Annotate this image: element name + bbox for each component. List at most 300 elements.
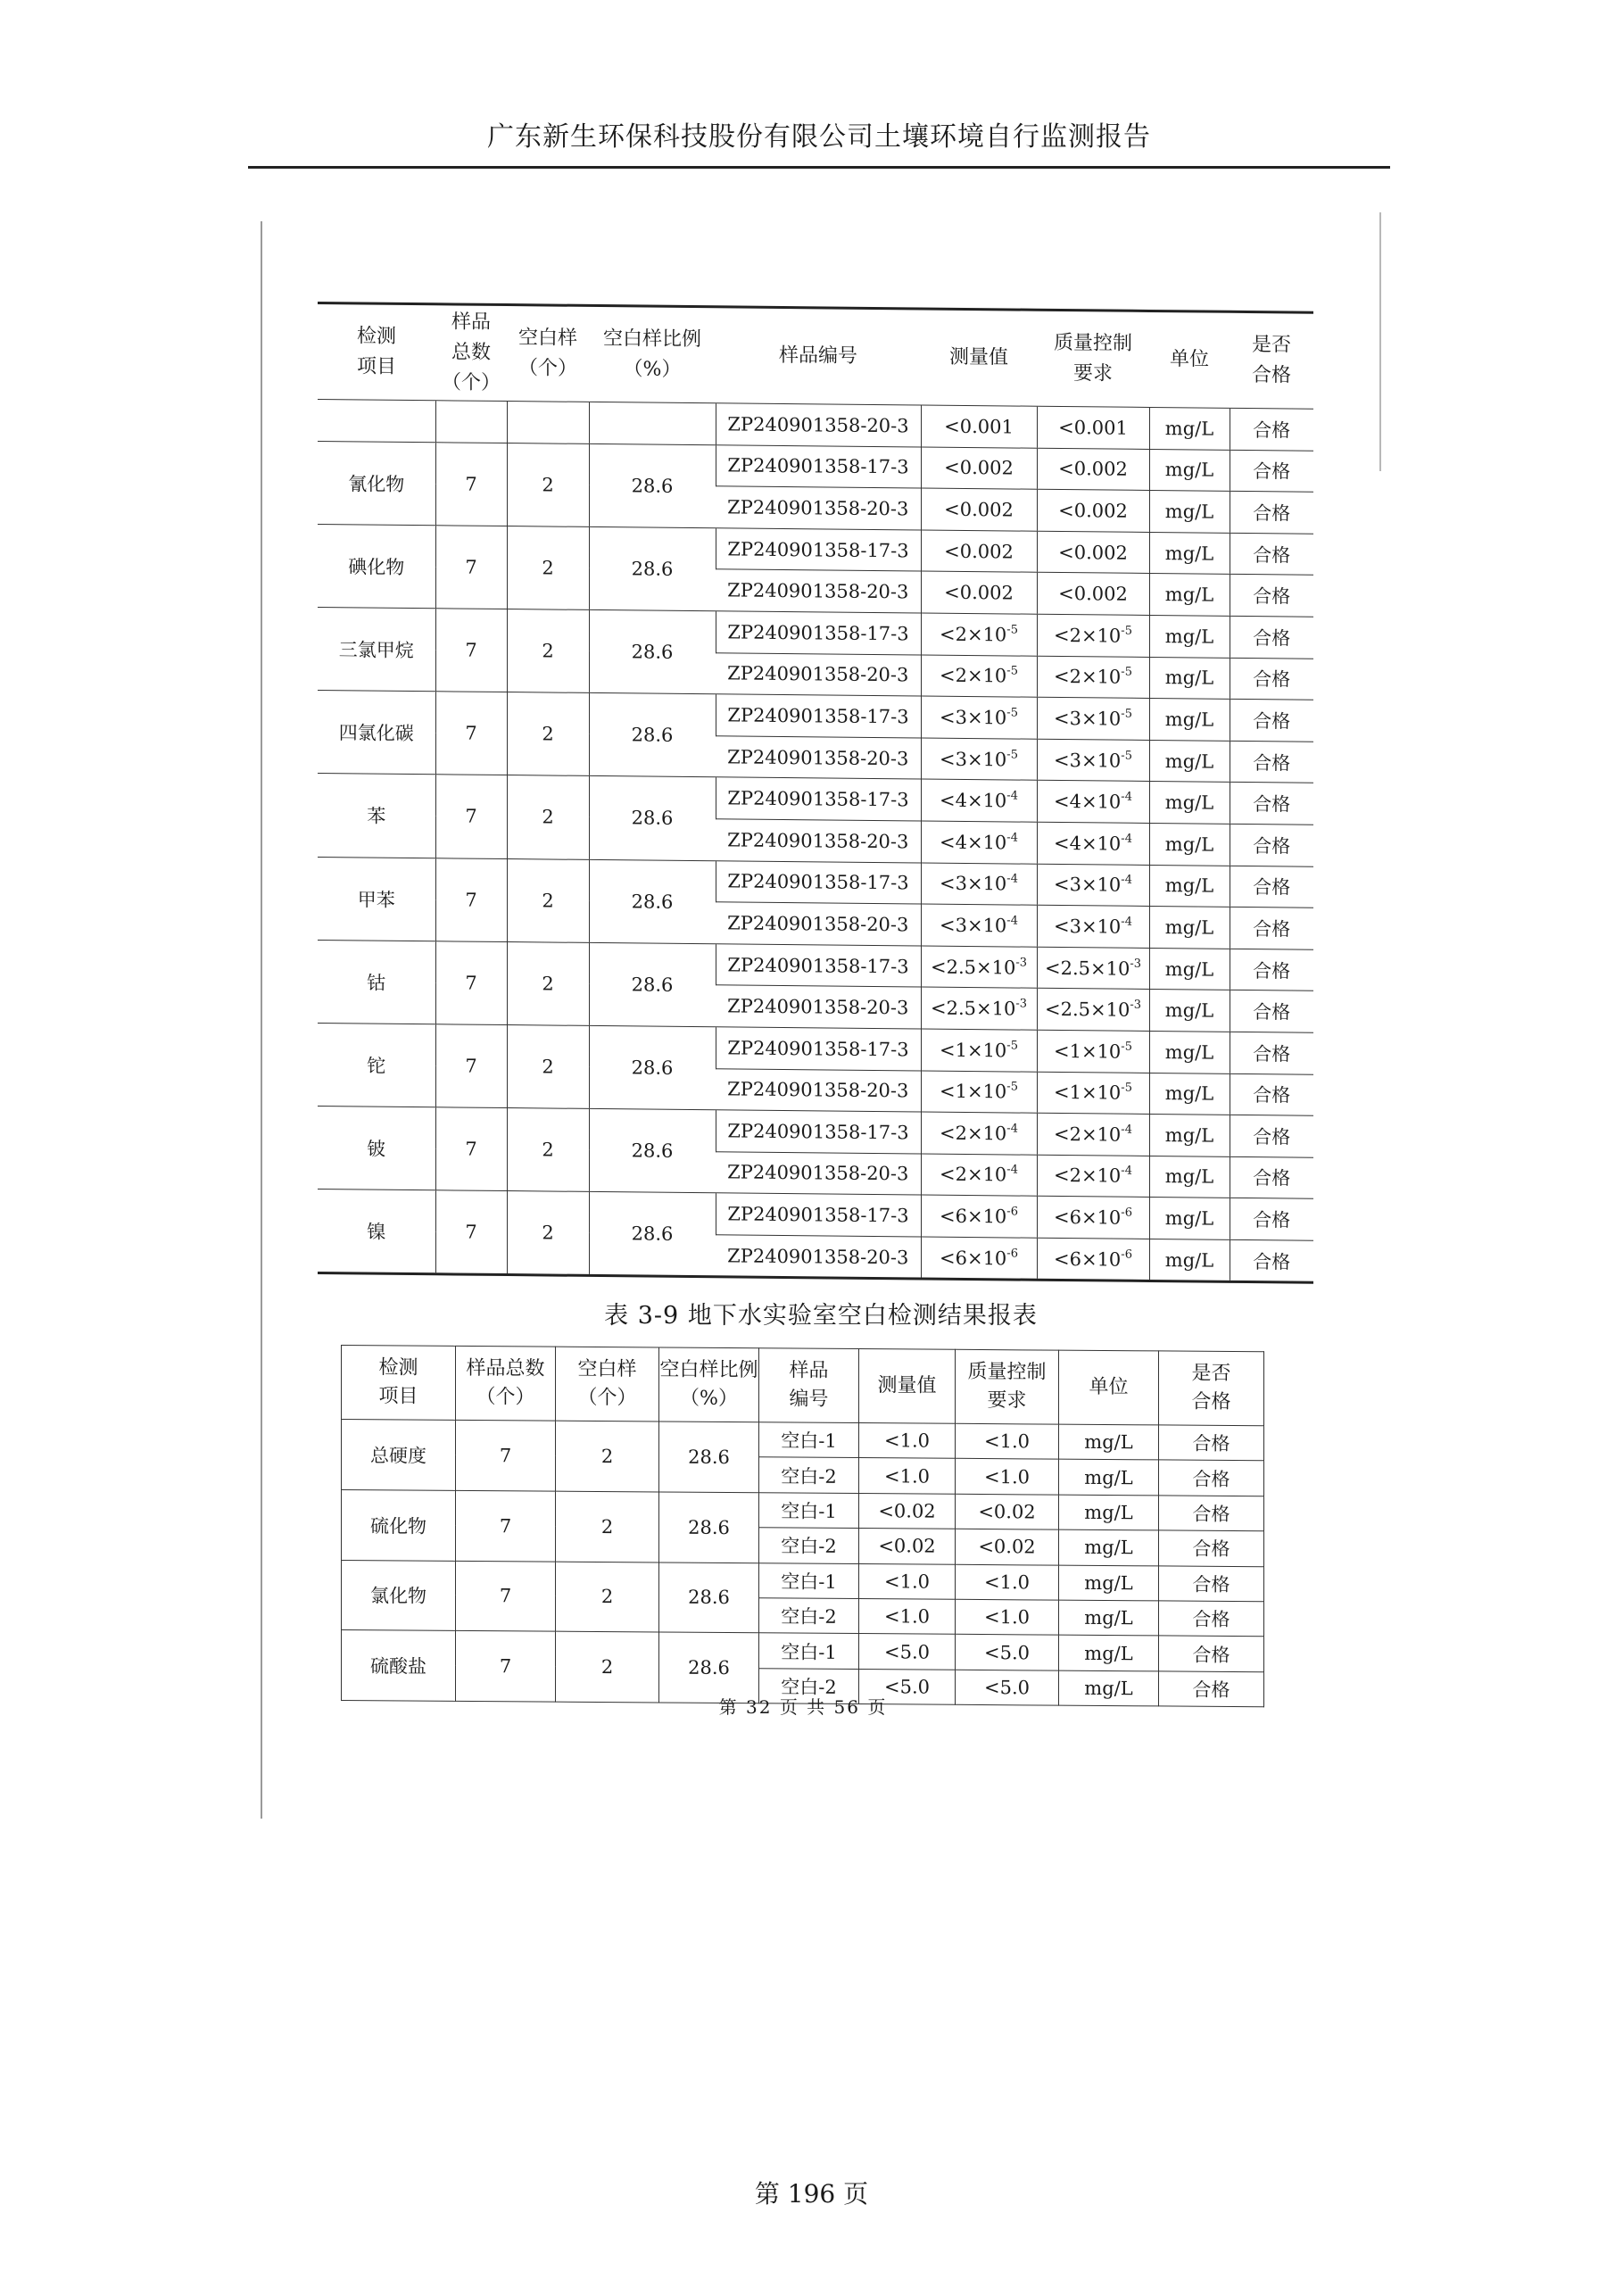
sample-id-cell: ZP240901358-20-3 bbox=[716, 985, 921, 1029]
measured-value-cell-text: <6×10 bbox=[940, 1205, 1007, 1228]
pass-cell: 合格 bbox=[1159, 1636, 1264, 1671]
sample-id-cell: ZP240901358-20-3 bbox=[716, 819, 921, 863]
requirement-cell-exponent: -4 bbox=[1121, 790, 1132, 804]
total-cell: 7 bbox=[435, 526, 507, 609]
measured-value-cell-exponent: -3 bbox=[1015, 956, 1027, 970]
measured-value-cell-text: <1.0 bbox=[884, 1430, 930, 1452]
requirement-cell-text: <3×10 bbox=[1054, 915, 1122, 938]
measured-value-cell bbox=[859, 1563, 956, 1599]
requirement-cell-text: <2.5×10 bbox=[1045, 998, 1130, 1021]
ratio-cell: 28.6 bbox=[659, 1422, 759, 1493]
requirement-cell-text: <4×10 bbox=[1054, 791, 1122, 813]
groundwater-lab-blank-table bbox=[341, 1345, 1264, 1707]
unit-cell: mg/L bbox=[1059, 1635, 1159, 1670]
item-cell: 铍 bbox=[318, 1107, 435, 1190]
requirement-cell bbox=[1037, 614, 1149, 657]
blank-cell: 2 bbox=[507, 858, 589, 942]
requirement-cell-text: <5.0 bbox=[984, 1641, 1030, 1663]
requirement-cell-exponent: -4 bbox=[1121, 1165, 1132, 1179]
blank-cell: 2 bbox=[507, 609, 589, 693]
requirement-cell bbox=[956, 1494, 1059, 1529]
ratio-cell: 28.6 bbox=[589, 1109, 716, 1194]
requirement-cell bbox=[1037, 1030, 1149, 1073]
unit-cell: mg/L bbox=[1149, 699, 1230, 741]
requirement-cell bbox=[1037, 1238, 1149, 1281]
ratio-cell: 28.6 bbox=[659, 1562, 759, 1634]
sample-id-cell: 空白-1 bbox=[759, 1493, 859, 1529]
requirement-cell bbox=[1037, 697, 1149, 740]
item-cell: 三氯甲烷 bbox=[318, 607, 435, 691]
measured-value-cell-text: <3×10 bbox=[940, 914, 1007, 937]
requirement-cell-exponent: -6 bbox=[1121, 1247, 1132, 1262]
requirement-cell bbox=[1037, 864, 1149, 907]
requirement-cell-text: <2×10 bbox=[1054, 1123, 1122, 1146]
requirement-cell bbox=[1037, 822, 1149, 865]
table-row bbox=[342, 1489, 1264, 1531]
empty-cell bbox=[589, 402, 716, 444]
pass-cell: 合格 bbox=[1230, 866, 1313, 908]
ratio-cell: 28.6 bbox=[589, 443, 716, 528]
requirement-cell bbox=[1037, 573, 1149, 616]
requirement-cell-exponent: -3 bbox=[1130, 957, 1141, 971]
empty-cell bbox=[435, 401, 507, 443]
measured-value-cell-text: <1×10 bbox=[940, 1080, 1007, 1103]
requirement-cell-text: <5.0 bbox=[984, 1676, 1030, 1699]
measured-value-cell bbox=[921, 821, 1037, 864]
measured-value-cell-text: <1.0 bbox=[884, 1605, 930, 1628]
requirement-cell-text: <6×10 bbox=[1054, 1247, 1122, 1271]
sample-id-cell: ZP240901358-20-3 bbox=[716, 1235, 921, 1280]
measured-value-cell bbox=[921, 488, 1037, 531]
unit-cell: mg/L bbox=[1149, 907, 1230, 949]
unit-cell: mg/L bbox=[1059, 1529, 1159, 1565]
sample-id-cell: ZP240901358-20-3 bbox=[716, 902, 921, 946]
total-cell: 7 bbox=[435, 1190, 507, 1275]
unit-cell: mg/L bbox=[1149, 1031, 1230, 1073]
sample-id-cell: ZP240901358-17-3 bbox=[716, 1027, 921, 1071]
measured-value-cell bbox=[859, 1423, 956, 1459]
measured-value-cell-exponent: -4 bbox=[1006, 872, 1018, 886]
measured-value-cell bbox=[921, 863, 1037, 906]
header-cell: 单位 bbox=[1149, 311, 1230, 408]
total-cell: 7 bbox=[435, 442, 507, 526]
requirement-cell bbox=[1037, 656, 1149, 699]
table-row bbox=[318, 441, 1313, 492]
requirement-cell-text: <0.002 bbox=[1058, 583, 1128, 605]
total-cell: 7 bbox=[435, 692, 507, 775]
unit-cell: mg/L bbox=[1149, 948, 1230, 990]
pass-cell: 合格 bbox=[1159, 1601, 1264, 1637]
unit-cell: mg/L bbox=[1149, 865, 1230, 907]
measured-value-cell bbox=[921, 696, 1037, 739]
unit-cell: mg/L bbox=[1149, 1156, 1230, 1198]
table-row bbox=[318, 1189, 1313, 1240]
measured-value-cell-exponent: -6 bbox=[1006, 1205, 1018, 1219]
item-cell: 甲苯 bbox=[318, 857, 435, 941]
unit-cell: mg/L bbox=[1149, 491, 1230, 533]
page-number: 第 196 页 bbox=[754, 2179, 869, 2209]
pass-cell: 合格 bbox=[1230, 408, 1313, 450]
measured-value-cell bbox=[859, 1599, 956, 1635]
table-row bbox=[342, 1420, 1264, 1462]
item-cell: 碘化物 bbox=[318, 524, 435, 608]
pass-cell: 合格 bbox=[1230, 1198, 1313, 1240]
sample-id-cell: ZP240901358-17-3 bbox=[716, 694, 921, 738]
measured-value-cell-text: <0.02 bbox=[878, 1535, 936, 1558]
pass-cell: 合格 bbox=[1230, 699, 1313, 741]
measured-value-cell bbox=[921, 987, 1037, 1030]
table-row bbox=[342, 1630, 1264, 1672]
sample-id-cell: 空白-2 bbox=[759, 1598, 859, 1634]
measured-value-cell bbox=[921, 655, 1037, 698]
ratio-cell: 28.6 bbox=[589, 1192, 716, 1278]
measured-value-cell bbox=[921, 1237, 1037, 1281]
requirement-cell bbox=[1037, 739, 1149, 782]
measured-value-cell-text: <4×10 bbox=[940, 789, 1007, 812]
measured-value-cell-text: <2.5×10 bbox=[931, 997, 1016, 1020]
requirement-cell-exponent: -4 bbox=[1121, 832, 1132, 846]
requirement-cell-exponent: -4 bbox=[1121, 1123, 1132, 1137]
sample-id-cell: ZP240901358-20-3 bbox=[716, 736, 921, 780]
header-cell: 单位 bbox=[1059, 1350, 1159, 1425]
blank-cell: 2 bbox=[507, 775, 589, 859]
measured-value-cell-text: <1.0 bbox=[884, 1571, 930, 1593]
requirement-cell-text: <2×10 bbox=[1054, 624, 1122, 647]
measured-value-cell-text: <3×10 bbox=[940, 748, 1007, 770]
header-cell: 样品 编号 bbox=[759, 1348, 859, 1423]
blank-cell: 2 bbox=[507, 1108, 589, 1192]
measured-value-cell bbox=[921, 447, 1037, 490]
blank-cell: 2 bbox=[556, 1421, 659, 1492]
requirement-cell-text: <4×10 bbox=[1054, 832, 1122, 855]
requirement-cell-exponent: -4 bbox=[1121, 915, 1132, 929]
total-cell: 7 bbox=[456, 1561, 556, 1632]
sample-id-cell: 空白-2 bbox=[759, 1669, 859, 1704]
requirement-cell bbox=[1037, 448, 1149, 491]
requirement-cell-exponent: -5 bbox=[1121, 1081, 1132, 1096]
pass-cell: 合格 bbox=[1230, 491, 1313, 533]
item-cell: 铊 bbox=[318, 1023, 435, 1107]
requirement-cell bbox=[1037, 531, 1149, 574]
table-row bbox=[318, 940, 1313, 991]
blank-cell: 2 bbox=[507, 1191, 589, 1276]
sample-id-cell: ZP240901358-17-3 bbox=[716, 611, 921, 655]
ratio-cell: 28.6 bbox=[589, 776, 716, 861]
measured-value-cell-exponent: -5 bbox=[1006, 747, 1018, 762]
measured-value-cell bbox=[859, 1634, 956, 1670]
measured-value-cell-exponent: -3 bbox=[1015, 997, 1027, 1011]
requirement-cell bbox=[1037, 781, 1149, 824]
requirement-cell-exponent: -5 bbox=[1121, 624, 1132, 638]
requirement-cell-text: <0.002 bbox=[1058, 541, 1128, 564]
measured-value-cell bbox=[859, 1458, 956, 1494]
requirement-cell bbox=[956, 1564, 1059, 1600]
requirement-cell bbox=[956, 1635, 1059, 1670]
requirement-cell-exponent: -5 bbox=[1121, 1040, 1132, 1054]
requirement-cell-text: <3×10 bbox=[1054, 707, 1122, 730]
header-cell: 空白样比例 （%） bbox=[589, 305, 716, 402]
pass-cell: 合格 bbox=[1230, 1073, 1313, 1115]
sample-id-cell: ZP240901358-20-3 bbox=[716, 652, 921, 696]
unit-cell: mg/L bbox=[1149, 407, 1230, 449]
measured-value-cell-exponent: -5 bbox=[1006, 706, 1018, 720]
requirement-cell bbox=[1037, 1155, 1149, 1198]
pass-cell: 合格 bbox=[1230, 1115, 1313, 1156]
pass-cell: 合格 bbox=[1230, 533, 1313, 575]
unit-cell: mg/L bbox=[1059, 1600, 1159, 1636]
requirement-cell-text: <1.0 bbox=[984, 1430, 1030, 1453]
requirement-cell-text: <3×10 bbox=[1054, 749, 1122, 772]
blank-cell: 2 bbox=[507, 526, 589, 609]
measured-value-cell-text: <6×10 bbox=[940, 1247, 1007, 1270]
inner-page-footer: 第 32 页 共 56 页 bbox=[718, 1696, 888, 1718]
measured-value-cell bbox=[859, 1493, 956, 1529]
ratio-cell: 28.6 bbox=[589, 609, 716, 694]
requirement-cell-text: <1.0 bbox=[984, 1571, 1030, 1594]
measured-value-cell-text: <0.002 bbox=[944, 498, 1014, 521]
requirement-cell-exponent: -6 bbox=[1121, 1206, 1132, 1220]
pass-cell: 合格 bbox=[1230, 658, 1313, 700]
sample-id-cell: ZP240901358-20-3 bbox=[716, 1068, 921, 1112]
header-cell: 是否 合格 bbox=[1230, 311, 1313, 409]
measured-value-cell-text: <5.0 bbox=[884, 1676, 930, 1698]
measured-value-cell-exponent: -6 bbox=[1006, 1247, 1018, 1261]
unit-cell: mg/L bbox=[1149, 574, 1230, 616]
measured-value-cell bbox=[921, 738, 1037, 781]
measured-value-cell-text: <3×10 bbox=[940, 873, 1007, 895]
pass-cell: 合格 bbox=[1159, 1496, 1264, 1531]
blank-cell: 2 bbox=[556, 1491, 659, 1562]
measured-value-cell-exponent: -5 bbox=[1006, 1080, 1018, 1094]
pass-cell: 合格 bbox=[1230, 824, 1313, 866]
unit-cell: mg/L bbox=[1149, 990, 1230, 1032]
pass-cell: 合格 bbox=[1230, 991, 1313, 1032]
unit-cell: mg/L bbox=[1149, 740, 1230, 782]
pass-cell: 合格 bbox=[1159, 1530, 1264, 1566]
requirement-cell-text: <3×10 bbox=[1054, 874, 1122, 896]
header-cell: 质量控制 要求 bbox=[1037, 310, 1149, 407]
requirement-cell bbox=[956, 1529, 1059, 1564]
total-cell: 7 bbox=[456, 1631, 556, 1703]
measured-value-cell-exponent: -4 bbox=[1006, 914, 1018, 928]
measured-value-cell bbox=[921, 571, 1037, 614]
measured-value-cell bbox=[921, 1154, 1037, 1197]
unit-cell: mg/L bbox=[1149, 1073, 1230, 1115]
report-header-title: 广东新生环保科技股份有限公司土壤环境自行监测报告 bbox=[487, 121, 1151, 153]
item-cell: 氯化物 bbox=[342, 1560, 456, 1631]
sample-id-cell: ZP240901358-17-3 bbox=[716, 944, 921, 988]
ratio-cell: 28.6 bbox=[589, 526, 716, 611]
header-cell: 测量值 bbox=[921, 309, 1037, 406]
requirement-cell bbox=[1037, 1197, 1149, 1239]
header-cell: 空白样比例 （%） bbox=[659, 1347, 759, 1422]
measured-value-cell-text: <2×10 bbox=[940, 665, 1007, 687]
requirement-cell bbox=[1037, 1113, 1149, 1156]
unit-cell: mg/L bbox=[1149, 1239, 1230, 1281]
measured-value-cell-text: <0.002 bbox=[944, 457, 1014, 479]
quality-control-table-continued bbox=[318, 302, 1313, 1284]
table-row bbox=[318, 607, 1313, 658]
requirement-cell bbox=[1037, 1072, 1149, 1115]
requirement-cell bbox=[956, 1459, 1059, 1495]
ratio-cell: 28.6 bbox=[659, 1492, 759, 1563]
header-cell: 样品总数 （个） bbox=[456, 1346, 556, 1421]
header-row bbox=[318, 303, 1313, 410]
sample-id-cell: 空白-2 bbox=[759, 1528, 859, 1563]
requirement-cell bbox=[1037, 989, 1149, 1032]
measured-value-cell-text: <3×10 bbox=[940, 706, 1007, 729]
sample-id-cell: 空白-1 bbox=[759, 1633, 859, 1669]
measured-value-cell-exponent: -5 bbox=[1006, 664, 1018, 678]
measured-value-cell-text: <2.5×10 bbox=[931, 956, 1016, 979]
header-rule bbox=[248, 166, 1390, 169]
table-row bbox=[318, 691, 1313, 742]
unit-cell: mg/L bbox=[1149, 1115, 1230, 1156]
header-cell: 样品 总数 （个） bbox=[435, 304, 507, 402]
requirement-cell-text: <1×10 bbox=[1054, 1040, 1122, 1063]
empty-cell bbox=[318, 400, 435, 443]
requirement-cell: <0.001 bbox=[1037, 406, 1149, 449]
ratio-cell: 28.6 bbox=[589, 693, 716, 778]
total-cell: 7 bbox=[435, 941, 507, 1024]
measured-value-cell-text: <2×10 bbox=[940, 1164, 1007, 1186]
sample-id-cell: ZP240901358-17-3 bbox=[716, 528, 921, 572]
sample-id-cell: ZP240901358-20-3 bbox=[716, 486, 921, 530]
ratio-cell: 28.6 bbox=[589, 859, 716, 944]
blank-cell: 2 bbox=[507, 443, 589, 526]
measured-value-cell bbox=[921, 1112, 1037, 1155]
scan-edge-right bbox=[1379, 212, 1381, 471]
measured-value-cell bbox=[921, 904, 1037, 947]
pass-cell: 合格 bbox=[1230, 575, 1313, 617]
item-cell: 镍 bbox=[318, 1189, 435, 1274]
requirement-cell-exponent: -3 bbox=[1130, 998, 1141, 1012]
measured-value-cell-exponent: -4 bbox=[1006, 1163, 1018, 1178]
total-cell: 7 bbox=[435, 858, 507, 941]
measured-value-cell-text: <1×10 bbox=[940, 1039, 1007, 1062]
measured-value-cell-text: <1.0 bbox=[884, 1464, 930, 1488]
pass-cell: 合格 bbox=[1230, 450, 1313, 492]
unit-cell: mg/L bbox=[1149, 615, 1230, 657]
item-cell: 硫酸盐 bbox=[342, 1630, 456, 1702]
header-row bbox=[342, 1346, 1264, 1426]
unit-cell: mg/L bbox=[1149, 532, 1230, 574]
measured-value-cell bbox=[921, 946, 1037, 989]
requirement-cell-text: <0.002 bbox=[1058, 499, 1128, 522]
sample-id-cell: ZP240901358-17-3 bbox=[716, 860, 921, 904]
unit-cell: mg/L bbox=[1149, 782, 1230, 824]
pass-cell: 合格 bbox=[1230, 616, 1313, 658]
requirement-cell-exponent: -5 bbox=[1121, 749, 1132, 763]
total-cell: 7 bbox=[435, 1024, 507, 1108]
table-caption: 表 3-9 地下水实验室空白检测结果报表 bbox=[604, 1302, 1038, 1330]
requirement-cell bbox=[1037, 905, 1149, 948]
sample-id-cell: 空白-1 bbox=[759, 1562, 859, 1598]
measured-value-cell bbox=[921, 779, 1037, 822]
measured-value-cell-text: <2×10 bbox=[940, 1122, 1007, 1145]
requirement-cell-text: <0.02 bbox=[978, 1536, 1036, 1558]
header-cell: 是否 合格 bbox=[1159, 1351, 1264, 1426]
unit-cell: mg/L bbox=[1059, 1670, 1159, 1706]
pass-cell: 合格 bbox=[1159, 1460, 1264, 1496]
header-cell: 检测 项目 bbox=[342, 1346, 456, 1421]
measured-value-cell-exponent: -4 bbox=[1006, 831, 1018, 845]
pass-cell: 合格 bbox=[1159, 1671, 1264, 1707]
requirement-cell-text: <1×10 bbox=[1054, 1082, 1122, 1104]
unit-cell: mg/L bbox=[1059, 1460, 1159, 1496]
measured-value-cell-exponent: -5 bbox=[1006, 1039, 1018, 1053]
item-cell: 总硬度 bbox=[342, 1420, 456, 1491]
sample-id-cell: ZP240901358-20-3 bbox=[716, 1151, 921, 1195]
table-row bbox=[318, 524, 1313, 575]
pass-cell: 合格 bbox=[1230, 949, 1313, 991]
requirement-cell-exponent: -4 bbox=[1121, 873, 1132, 888]
total-cell: 7 bbox=[435, 609, 507, 692]
header-cell: 质量控制 要求 bbox=[956, 1349, 1059, 1424]
ratio-cell: 28.6 bbox=[589, 942, 716, 1027]
sample-id-cell: ZP240901358-17-3 bbox=[716, 444, 921, 488]
requirement-cell-text: <1.0 bbox=[984, 1606, 1030, 1629]
pass-cell: 合格 bbox=[1159, 1425, 1264, 1461]
total-cell: 7 bbox=[435, 775, 507, 858]
pass-cell: 合格 bbox=[1159, 1565, 1264, 1601]
measured-value-cell-text: <0.002 bbox=[944, 581, 1014, 604]
measured-value-cell-text: <4×10 bbox=[940, 831, 1007, 854]
requirement-cell-text: <6×10 bbox=[1054, 1206, 1122, 1229]
table-row bbox=[318, 774, 1313, 825]
item-cell: 氰化物 bbox=[318, 441, 435, 525]
measured-value-cell-exponent: -4 bbox=[1006, 789, 1018, 803]
item-cell: 硫化物 bbox=[342, 1489, 456, 1561]
pass-cell: 合格 bbox=[1230, 907, 1313, 949]
measured-value-cell bbox=[921, 1070, 1037, 1113]
unit-cell: mg/L bbox=[1149, 1198, 1230, 1239]
header-cell: 检测 项目 bbox=[318, 303, 435, 401]
item-cell: 四氯化碳 bbox=[318, 691, 435, 775]
sample-id-cell: 空白-2 bbox=[759, 1457, 859, 1493]
unit-cell: mg/L bbox=[1059, 1565, 1159, 1601]
requirement-cell bbox=[1037, 947, 1149, 990]
blank-cell: 2 bbox=[556, 1562, 659, 1633]
measured-value-cell bbox=[921, 1029, 1037, 1072]
sample-id-cell: ZP240901358-17-3 bbox=[716, 777, 921, 821]
measured-value-cell-exponent: -4 bbox=[1006, 1122, 1018, 1136]
table-row bbox=[318, 1107, 1313, 1157]
ratio-cell: 28.6 bbox=[659, 1632, 759, 1703]
blank-cell: 2 bbox=[507, 1024, 589, 1108]
requirement-cell-text: <2.5×10 bbox=[1045, 957, 1130, 980]
value-cell: <0.001 bbox=[921, 405, 1037, 448]
item-cell: 钴 bbox=[318, 940, 435, 1024]
requirement-cell bbox=[1037, 489, 1149, 532]
requirement-cell-exponent: -5 bbox=[1121, 707, 1132, 721]
total-cell: 7 bbox=[435, 1107, 507, 1191]
measured-value-cell-text: <2×10 bbox=[940, 623, 1007, 646]
requirement-cell-text: <2×10 bbox=[1054, 1165, 1122, 1188]
total-cell: 7 bbox=[456, 1420, 556, 1491]
requirement-cell bbox=[956, 1423, 1059, 1459]
table-row bbox=[318, 1023, 1313, 1073]
header-cell: 空白样 （个） bbox=[507, 305, 589, 402]
sample-id-cell: ZP240901358-20-3 bbox=[716, 403, 921, 447]
pass-cell: 合格 bbox=[1230, 1032, 1313, 1073]
scan-edge-left bbox=[261, 221, 262, 1819]
sample-id-cell: ZP240901358-17-3 bbox=[716, 1193, 921, 1237]
unit-cell: mg/L bbox=[1149, 657, 1230, 699]
total-cell: 7 bbox=[456, 1490, 556, 1562]
requirement-cell-exponent: -5 bbox=[1121, 666, 1132, 680]
table-row bbox=[318, 857, 1313, 908]
